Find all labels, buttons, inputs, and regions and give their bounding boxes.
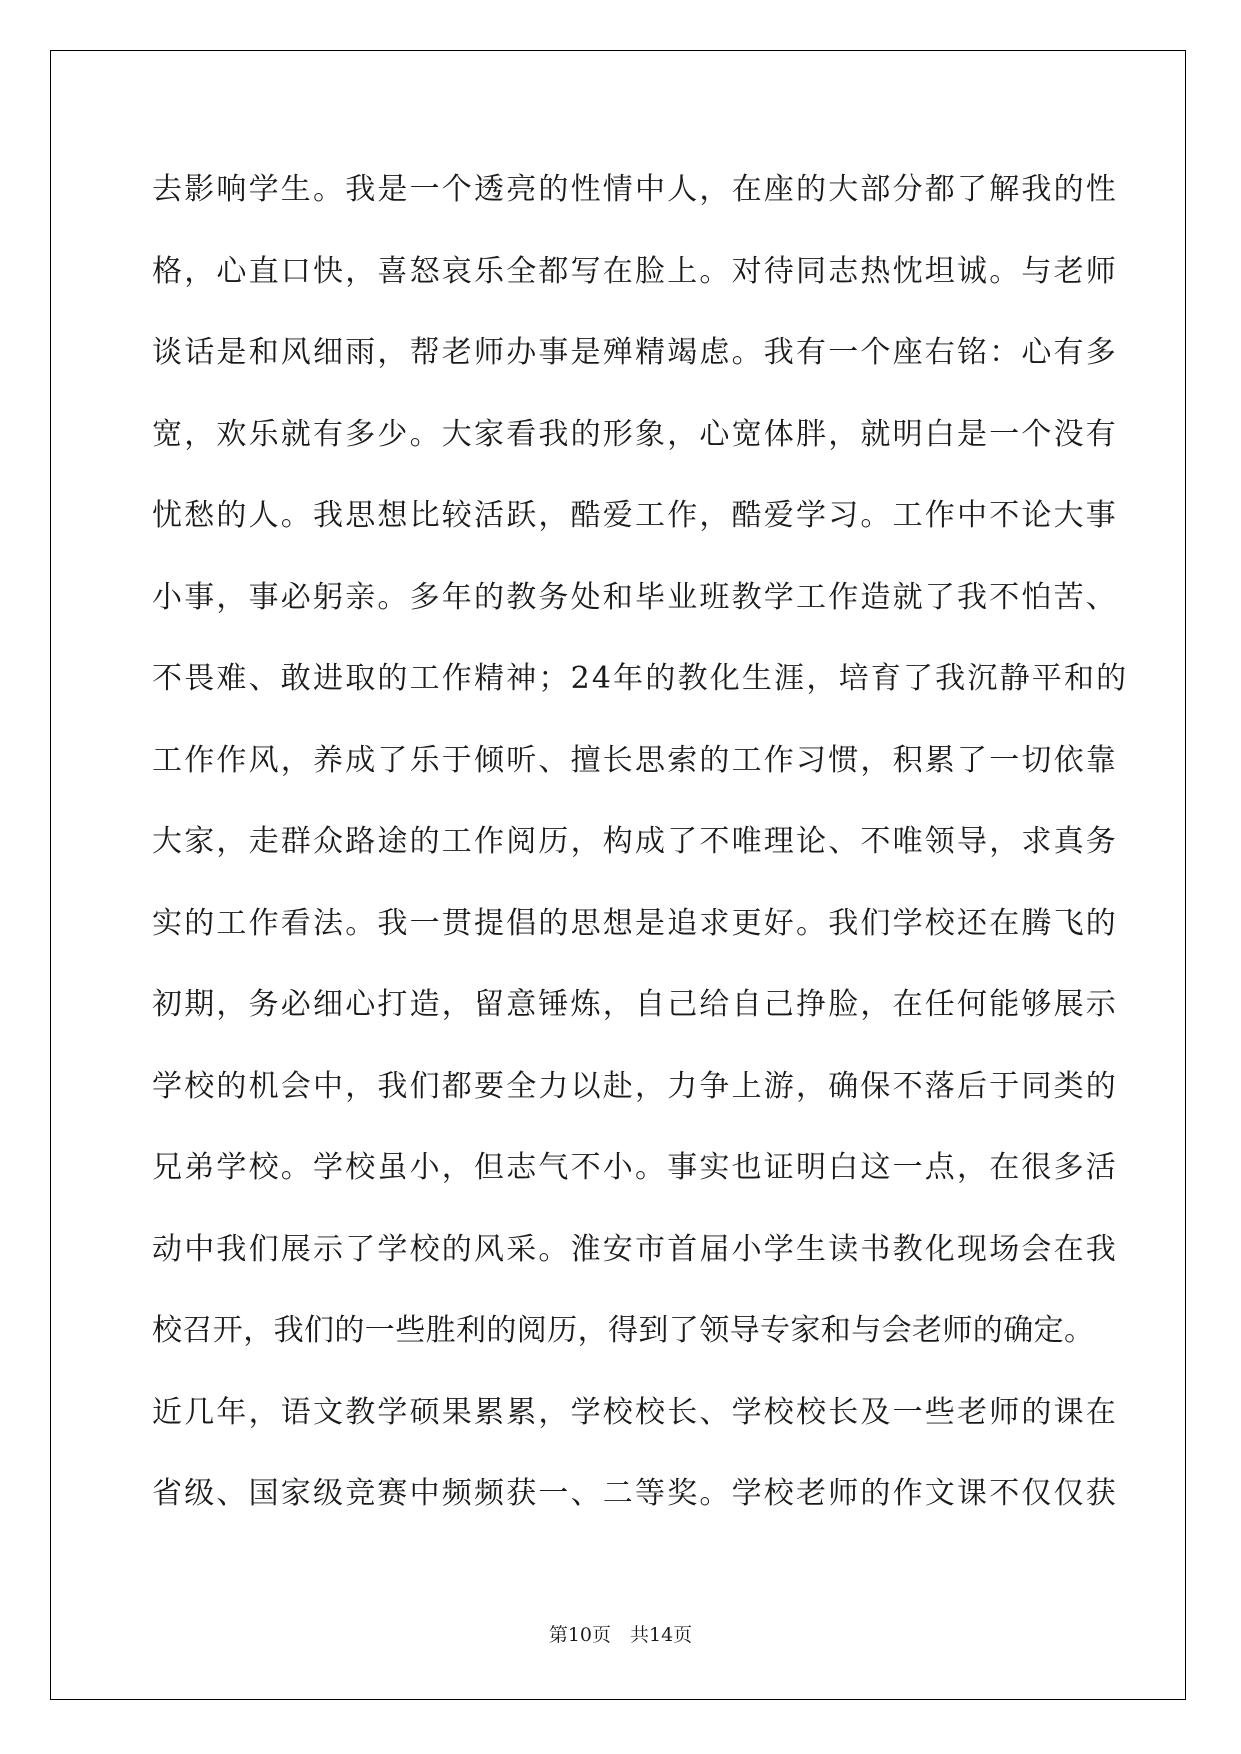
- text-line: 不畏难、敢进取的工作精神；24年的教化生涯，培育了我沉静平和的: [152, 661, 1129, 696]
- page-footer: [0, 1620, 1241, 1647]
- text-line: 工作作风，养成了乐于倾听、擅长思索的工作习惯，积累了一切依靠: [152, 742, 1118, 778]
- text-line: 实的工作看法。我一贯提倡的思想是追求更好。我们学校还在腾飞的: [152, 905, 1118, 941]
- text-line: 格，心直口快，喜怒哀乐全都写在脸上。对待同志热忱坦诚。与老师: [152, 253, 1118, 289]
- text-line: 忧愁的人。我思想比较活跃，酷爱工作，酷爱学习。工作中不论大事: [152, 498, 1118, 533]
- text-line: 去影响学生。我是一个透亮的性情中人，在座的大部分都了解我的性: [152, 172, 1118, 207]
- text-line: 近几年，语文教学硕果累累，学校校长、学校校长及一些老师的课在: [152, 1394, 1118, 1430]
- text-line: 省级、国家级竞赛中频频获一、二等奖。学校老师的作文课不仅仅获: [152, 1476, 1118, 1511]
- page-number: 第10页 共14页: [548, 1624, 693, 1646]
- text-line: 学校的机会中，我们都要全力以赴，力争上游，确保不落后于同类的: [152, 1068, 1118, 1104]
- text-line: 兄弟学校。学校虽小，但志气不小。事实也证明白这一点，在很多活: [152, 1150, 1118, 1185]
- text-line: 小事，事必躬亲。多年的教务处和毕业班教学工作造就了我不怕苦、: [152, 579, 1118, 615]
- text-line: 校召开，我们的一些胜利的阅历，得到了领导专家和与会老师的确定。: [152, 1313, 1095, 1348]
- text-line: 宽，欢乐就有多少。大家看我的形象，心宽体胖，就明白是一个没有: [152, 416, 1118, 452]
- text-line: 初期，务必细心打造，留意锤炼，自己给自己挣脸，在任何能够展示: [152, 987, 1118, 1022]
- body-text: [152, 156, 1129, 1542]
- text-line: 谈话是和风细雨，帮老师办事是殚精竭虑。我有一个座右铭：心有多: [152, 335, 1118, 370]
- text-line: 大家，走群众路途的工作阅历，构成了不唯理论、不唯领导，求真务: [152, 824, 1118, 859]
- text-line: 动中我们展示了学校的风采。淮安市首届小学生读书教化现场会在我: [152, 1231, 1118, 1267]
